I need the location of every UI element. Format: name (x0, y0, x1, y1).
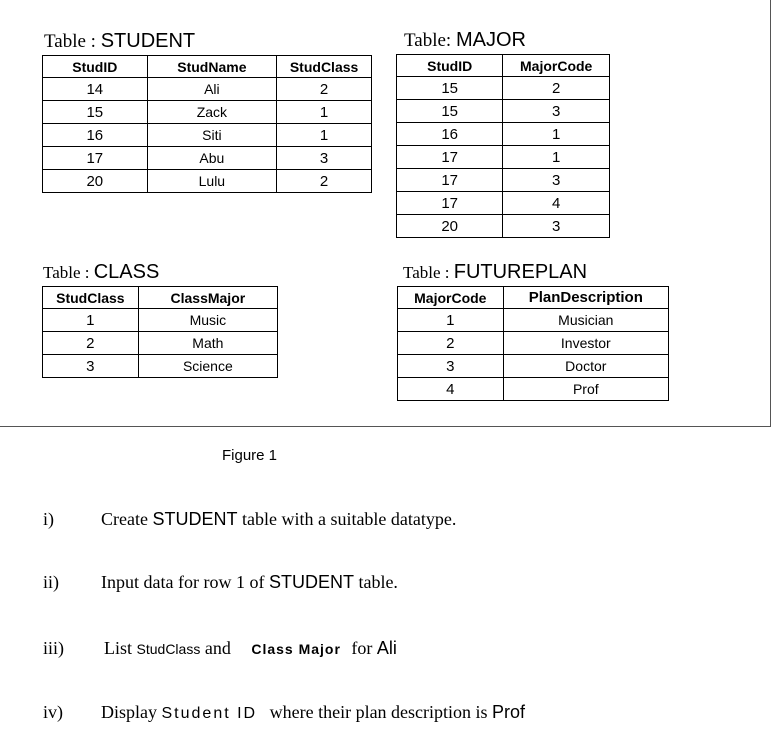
table-cell: 15 (397, 100, 503, 123)
column-header: ClassMajor (138, 287, 277, 309)
table-row (398, 355, 669, 378)
table-cell: 15 (397, 77, 503, 100)
table-cell: 1 (503, 146, 610, 169)
column-header: StudClass (277, 56, 372, 78)
table-row (43, 170, 372, 193)
table-cell: 3 (43, 355, 139, 378)
table-cell: 4 (503, 192, 610, 215)
table-row (398, 332, 669, 355)
table-cell: 2 (277, 78, 372, 101)
table-cell: 17 (397, 192, 503, 215)
table-cell: 17 (43, 147, 148, 170)
column-header: PlanDescription (503, 287, 668, 309)
table-cell: 3 (503, 215, 610, 238)
question-2 (0, 572, 772, 596)
table-cell: Music (138, 309, 277, 332)
table-row (43, 78, 372, 101)
question-number: i) (43, 509, 54, 529)
table-cell: 3 (398, 355, 504, 378)
table-cell: 1 (398, 309, 504, 332)
table-cell: Science (138, 355, 277, 378)
futureplan-table-caption: Table : FUTUREPLAN (403, 261, 588, 283)
table-cell: Investor (503, 332, 668, 355)
table-cell: Musician (503, 309, 668, 332)
table-cell: 17 (397, 169, 503, 192)
column-header: StudID (43, 56, 148, 78)
table-row (397, 192, 610, 215)
table-cell: 3 (503, 100, 610, 123)
column-header: MajorCode (503, 55, 610, 77)
table-row (43, 124, 372, 147)
table-cell: 16 (397, 123, 503, 146)
table-cell: Zack (147, 101, 277, 124)
class-table-caption: Table : CLASS (43, 261, 160, 283)
table-cell: Siti (147, 124, 277, 147)
class-table (42, 286, 278, 378)
question-number: iv) (43, 702, 63, 722)
table-cell: 15 (43, 101, 148, 124)
table-cell: 20 (43, 170, 148, 193)
question-text: Create STUDENT table with a suitable datatype. (101, 509, 457, 529)
table-cell: Prof (503, 378, 668, 401)
table-cell: 1 (277, 101, 372, 124)
table-cell: Abu (147, 147, 277, 170)
table-cell: 4 (398, 378, 504, 401)
table-row (43, 101, 372, 124)
column-header: StudClass (43, 287, 139, 309)
table-header-row (398, 287, 669, 309)
table-cell: 1 (277, 124, 372, 147)
question-number: ii) (43, 572, 59, 592)
question-1 (0, 509, 772, 533)
question-number: iii) (43, 638, 64, 658)
table-cell: 3 (277, 147, 372, 170)
table-cell: 2 (398, 332, 504, 355)
table-row (43, 309, 278, 332)
question-text: Display Student ID where their plan description is Prof (101, 702, 526, 722)
question-4 (0, 702, 772, 726)
table-cell: 20 (397, 215, 503, 238)
major-table (396, 54, 610, 238)
table-cell: 3 (503, 169, 610, 192)
table-row (397, 100, 610, 123)
table-header-row (397, 55, 610, 77)
question-3 (0, 638, 772, 662)
column-header: StudID (397, 55, 503, 77)
table-cell: 2 (503, 77, 610, 100)
table-header-row (43, 287, 278, 309)
table-cell: 16 (43, 124, 148, 147)
student-table-caption: Table : STUDENT (44, 30, 196, 52)
figure-caption: Figure 1 (222, 447, 278, 464)
table-row (398, 309, 669, 332)
table-cell: 1 (43, 309, 139, 332)
column-header: MajorCode (398, 287, 504, 309)
question-text: List StudClass and Class Major for Ali (104, 638, 397, 658)
table-cell: Lulu (147, 170, 277, 193)
table-cell: 17 (397, 146, 503, 169)
table-row (43, 332, 278, 355)
table-row (43, 355, 278, 378)
student-table (42, 55, 372, 193)
table-row (397, 123, 610, 146)
table-cell: 2 (43, 332, 139, 355)
table-cell: 2 (277, 170, 372, 193)
table-row (398, 378, 669, 401)
column-header: StudName (147, 56, 277, 78)
table-cell: Doctor (503, 355, 668, 378)
major-table-caption: Table: MAJOR (404, 29, 526, 51)
table-header-row (43, 56, 372, 78)
table-cell: Math (138, 332, 277, 355)
table-cell: 14 (43, 78, 148, 101)
table-row (397, 146, 610, 169)
table-cell: 1 (503, 123, 610, 146)
table-row (397, 77, 610, 100)
question-text: Input data for row 1 of STUDENT table. (101, 572, 398, 592)
table-cell: Ali (147, 78, 277, 101)
table-row (397, 215, 610, 238)
table-row (43, 147, 372, 170)
futureplan-table (397, 286, 669, 401)
table-row (397, 169, 610, 192)
